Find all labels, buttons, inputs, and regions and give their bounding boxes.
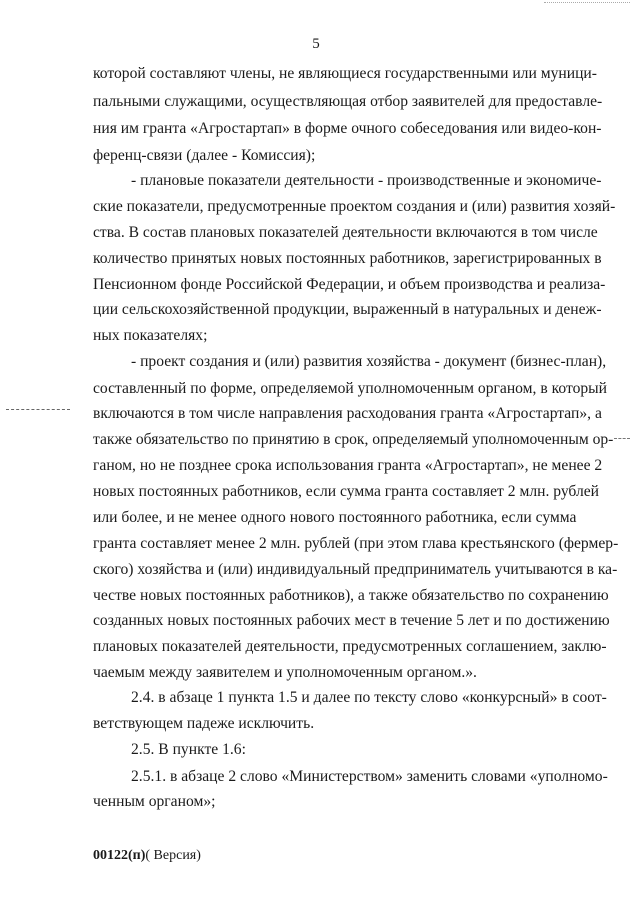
text-line: плановых показателей деятельности, предусмотренных соглашением, заклю-	[93, 638, 607, 655]
text-line: ветствующем падеже исключить.	[93, 715, 315, 732]
scan-mark-right	[614, 438, 630, 439]
text-line: - проект создания и (или) развития хозяйства - документ (бизнес-план),	[131, 353, 607, 370]
text-line: - плановые показатели деятельности - производственные и экономиче-	[131, 172, 602, 189]
text-line: составленный по форме, определяемой уполномоченным органом, в который	[93, 380, 608, 397]
text-line: ства. В состав плановых показателей деятельности включаются в том числе	[93, 224, 598, 241]
text-line: ченным органом»;	[93, 793, 216, 810]
text-line: гранта составляет менее 2 млн. рублей (при этом глава крестьянского (фермер-	[93, 535, 619, 552]
text-line: 2.4. в абзаце 1 пункта 1.5 и далее по тексту слово «конкурсный» в соот-	[131, 689, 607, 706]
text-line: включаются в том числе направления расходования гранта «Агростартап», а	[93, 405, 602, 422]
text-line: которой составляют члены, не являющиеся государственными или муници-	[93, 65, 597, 82]
text-line: ния им гранта «Агростартап» в форме очного собеседования или видео-кон-	[93, 120, 602, 137]
text-line: 2.5.1. в абзаце 2 слово «Министерством» заменить словами «уполномо-	[131, 768, 608, 785]
text-line: Пенсионном фонде Российской Федерации, и объем производства и реализа-	[93, 276, 606, 293]
footer	[93, 848, 201, 864]
text-line: ганом, но не позднее срока использования гранта «Агростартап», не менее 2	[93, 457, 603, 474]
text-line: чаемым между заявителем и уполномоченным органом.».	[93, 664, 477, 681]
text-line: новых постоянных работников, если сумма гранта составляет 2 млн. рублей	[93, 483, 600, 500]
text-line: ского) хозяйства и (или) индивидуальный предприниматель учитываются в ка-	[93, 561, 618, 578]
document-version: ( Версия)	[145, 848, 201, 863]
text-line: ференц-связи (далее - Комиссия);	[93, 147, 316, 164]
document-code: 00122(п)	[93, 848, 146, 863]
scan-mark-top	[544, 2, 630, 3]
text-line: ские показатели, предусмотренные проектом создания и (или) развития хозяй-	[93, 198, 616, 215]
text-line: ных показателях;	[93, 327, 208, 344]
text-line: пальными служащими, осуществляющая отбор заявителей для предоставле-	[93, 93, 603, 110]
page-number: 5	[312, 36, 320, 52]
text-line: количество принятых новых постоянных работников, зарегистрированных в	[93, 250, 602, 267]
text-line: также обязательство по принятию в срок, определяемый уполномоченным ор-	[93, 431, 614, 448]
text-line: созданных новых постоянных рабочих мест в течение 5 лет и по достижению	[93, 612, 610, 629]
text-line: или более, и не менее одного нового постоянного работника, если сумма	[93, 509, 577, 526]
text-line: 2.5. В пункте 1.6:	[131, 741, 246, 758]
text-line: честве новых постоянных работников), а также обязательство по сохранению	[93, 587, 609, 604]
text-line: ции сельскохозяйственной продукции, выраженный в натуральных и денеж-	[93, 301, 602, 318]
scan-mark-left	[6, 409, 70, 410]
